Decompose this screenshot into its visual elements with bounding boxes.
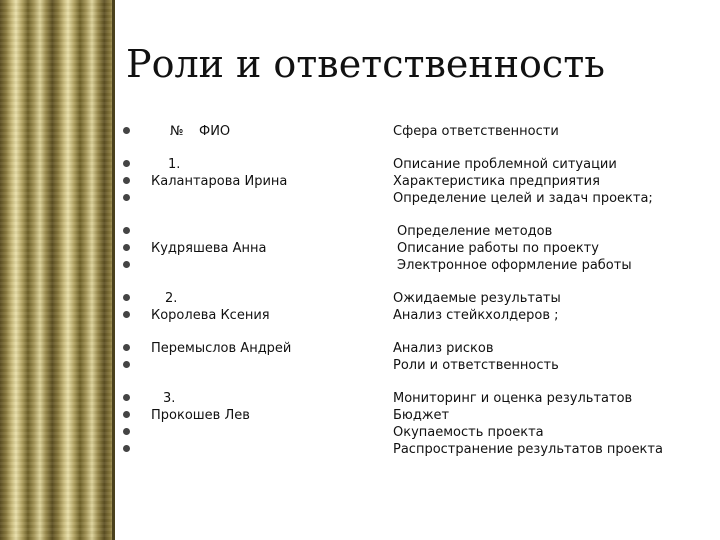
bullet-group bbox=[123, 156, 135, 211]
decorative-gold-bar bbox=[0, 0, 112, 540]
member-name: Королева Ксения bbox=[151, 308, 270, 323]
bullet-group bbox=[123, 290, 135, 328]
bullet-group bbox=[123, 223, 135, 278]
responsibility-list bbox=[393, 156, 653, 207]
decorative-bar-edge bbox=[112, 0, 115, 540]
member-name: Прокошев Лев bbox=[151, 408, 250, 423]
responsibility-list bbox=[393, 340, 559, 374]
row-number: 2. bbox=[165, 291, 178, 306]
bullet-group bbox=[123, 340, 135, 378]
responsibility-list bbox=[393, 290, 561, 324]
responsibility-item: Электронное оформление работы bbox=[397, 258, 632, 273]
bullet bbox=[123, 411, 130, 418]
bullet bbox=[123, 127, 130, 134]
responsibility-item: Мониторинг и оценка результатов bbox=[393, 391, 633, 406]
bullet bbox=[123, 445, 130, 452]
header-fio: ФИО bbox=[199, 124, 231, 139]
responsibility-item: Характеристика предприятия bbox=[393, 174, 600, 189]
bullet bbox=[123, 227, 130, 234]
bullet bbox=[123, 294, 130, 301]
slide-title: Роли и ответственность bbox=[126, 42, 605, 86]
bullet bbox=[123, 244, 130, 251]
responsibility-item: Определение целей и задач проекта; bbox=[393, 191, 653, 206]
header-number: № bbox=[170, 124, 184, 139]
responsibility-list bbox=[393, 390, 663, 458]
header-responsibility: Сфера ответственности bbox=[393, 124, 559, 139]
bullet bbox=[123, 160, 130, 167]
bullet bbox=[123, 177, 130, 184]
bullet bbox=[123, 361, 130, 368]
responsibility-item: Анализ стейкхолдеров ; bbox=[393, 308, 559, 323]
member-name: Кудряшева Анна bbox=[151, 241, 267, 256]
responsibility-item: Описание проблемной ситуации bbox=[393, 157, 617, 172]
bullet bbox=[123, 311, 130, 318]
bullet-group bbox=[123, 123, 135, 144]
responsibility-item: Определение методов bbox=[397, 224, 553, 239]
responsibility-item: Анализ рисков bbox=[393, 341, 494, 356]
responsibility-item: Окупаемость проекта bbox=[393, 425, 544, 440]
bullet bbox=[123, 194, 130, 201]
member-name: Перемыслов Андрей bbox=[151, 341, 292, 356]
responsibility-list bbox=[397, 223, 632, 274]
bullet bbox=[123, 394, 130, 401]
bullet bbox=[123, 261, 130, 268]
responsibility-item: Распространение результатов проекта bbox=[393, 442, 663, 457]
member-name: Калантарова Ирина bbox=[151, 174, 288, 189]
responsibility-item: Описание работы по проекту bbox=[397, 241, 599, 256]
row-number: 1. bbox=[168, 157, 181, 172]
bullet-group bbox=[123, 390, 135, 462]
bullet bbox=[123, 428, 130, 435]
row-number: 3. bbox=[163, 391, 176, 406]
responsibility-item: Бюджет bbox=[393, 408, 450, 423]
responsibility-item: Роли и ответственность bbox=[393, 358, 559, 373]
bullet bbox=[123, 344, 130, 351]
responsibility-item: Ожидаемые результаты bbox=[393, 291, 561, 306]
